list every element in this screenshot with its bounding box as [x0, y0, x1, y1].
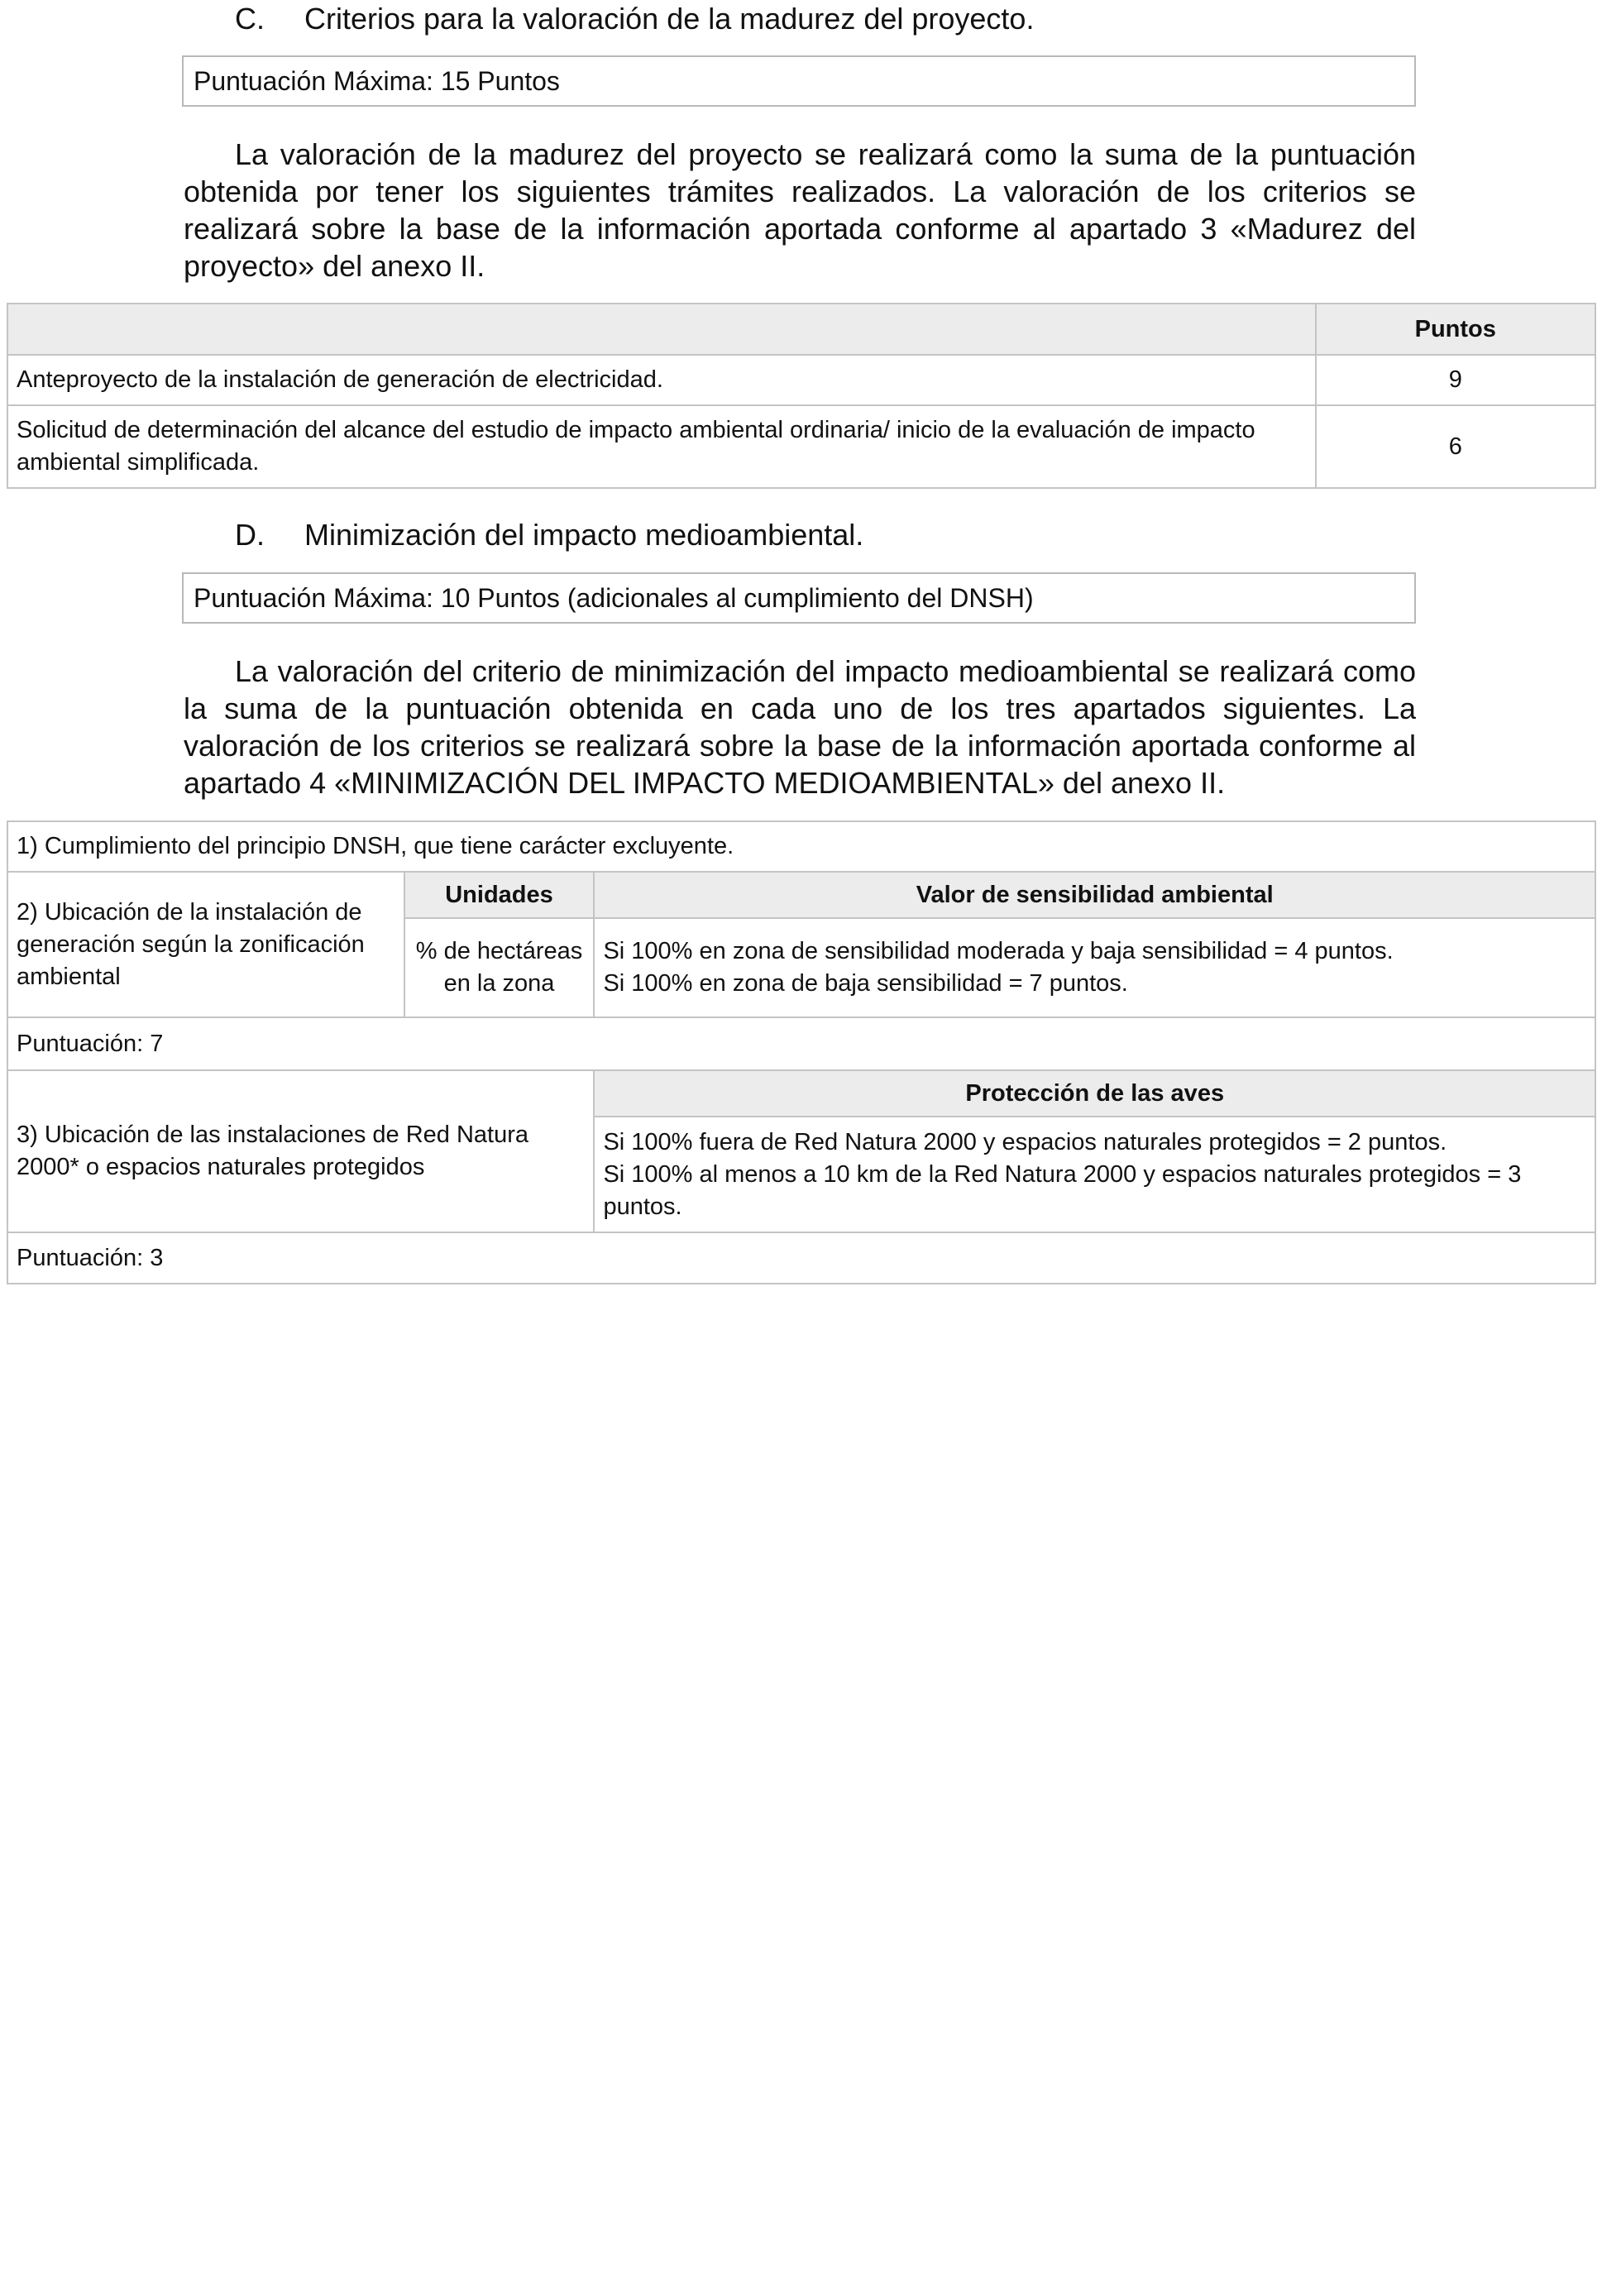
natura-score: Puntuación: 3 — [7, 1232, 1595, 1284]
maturity-table-points-header: Puntos — [1316, 304, 1595, 355]
bird-protection-line-1: Si 100% fuera de Red Natura 2000 y espacios naturales protegidos = 2 puntos. — [603, 1128, 1447, 1155]
maturity-table-header-row — [7, 304, 1595, 355]
section-c-max-score: Puntuación Máxima: 15 Puntos — [182, 55, 1416, 107]
section-d-letter: D. — [235, 518, 265, 552]
sensitivity-line-1: Si 100% en zona de sensibilidad moderada y baja sensibilidad = 4 puntos. — [603, 938, 1394, 964]
table-row — [7, 405, 1595, 488]
zoning-header-row — [7, 872, 1595, 918]
maturity-points: 6 — [1316, 405, 1595, 488]
table-row — [7, 1017, 1595, 1070]
section-c-heading — [235, 2, 1034, 36]
units-value: % de hectáreas en la zona — [404, 918, 595, 1017]
table-row — [7, 1232, 1595, 1284]
section-c-title: Criterios para la valoración de la madurez del proyecto. — [304, 2, 1035, 36]
bird-protection-values — [594, 1117, 1595, 1232]
section-d-heading — [235, 518, 863, 552]
units-header: Unidades — [404, 872, 595, 918]
sensitivity-line-2: Si 100% en zona de baja sensibilidad = 7 puntos. — [603, 970, 1128, 997]
maturity-points: 9 — [1316, 355, 1595, 405]
table-row — [7, 821, 1595, 872]
section-c-paragraph: La valoración de la madurez del proyecto se realizará como la suma de la puntuación obtenida por tener los siguientes trámites realizados. La valoración de los criterios se realizará sobre la base de la información aportada conforme al apartado 3 «Madurez del proyecto» del anexo II. — [184, 137, 1416, 283]
table-row — [7, 355, 1595, 405]
natura-header-row — [7, 1070, 1595, 1117]
sensitivity-header: Valor de sensibilidad ambiental — [594, 872, 1595, 918]
natura-label: 3) Ubicación de las instalaciones de Red Natura 2000* o espacios naturales protegidos — [7, 1070, 594, 1232]
bird-protection-line-2: Si 100% al menos a 10 km de la Red Natura 2000 y espacios naturales protegidos = 3 puntos. — [603, 1160, 1522, 1220]
dnsh-criterion: 1) Cumplimiento del principio DNSH, que tiene carácter excluyente. — [7, 821, 1595, 872]
maturity-table — [7, 303, 1596, 489]
section-c-letter: C. — [235, 2, 265, 36]
maturity-criterion: Solicitud de determinación del alcance del estudio de impacto ambiental ordinaria/ inicio de la evaluación de impacto ambiental simplificada. — [7, 405, 1316, 488]
section-d-title: Minimización del impacto medioambiental. — [304, 518, 864, 552]
section-d-max-score: Puntuación Máxima: 10 Puntos (adicionales al cumplimiento del DNSH) — [182, 572, 1416, 624]
zoning-label: 2) Ubicación de la instalación de generación según la zonificación ambiental — [7, 872, 404, 1017]
zoning-score: Puntuación: 7 — [7, 1017, 1595, 1070]
section-d-paragraph: La valoración del criterio de minimización del impacto medioambiental se realizará como la suma de la puntuación obtenida en cada uno de los tres apartados siguientes. La valoración de los criterios se realizará sobre la base de la información aportada conforme al apartado 4 «MINIMIZACIÓN DEL IMPACTO MEDIOAMBIENTAL» del anexo II. — [184, 654, 1416, 800]
maturity-table-empty-header — [7, 304, 1316, 355]
maturity-criterion: Anteproyecto de la instalación de generación de electricidad. — [7, 355, 1316, 405]
sensitivity-values — [594, 918, 1595, 1017]
environmental-table — [7, 820, 1596, 1284]
bird-protection-header: Protección de las aves — [594, 1070, 1595, 1117]
